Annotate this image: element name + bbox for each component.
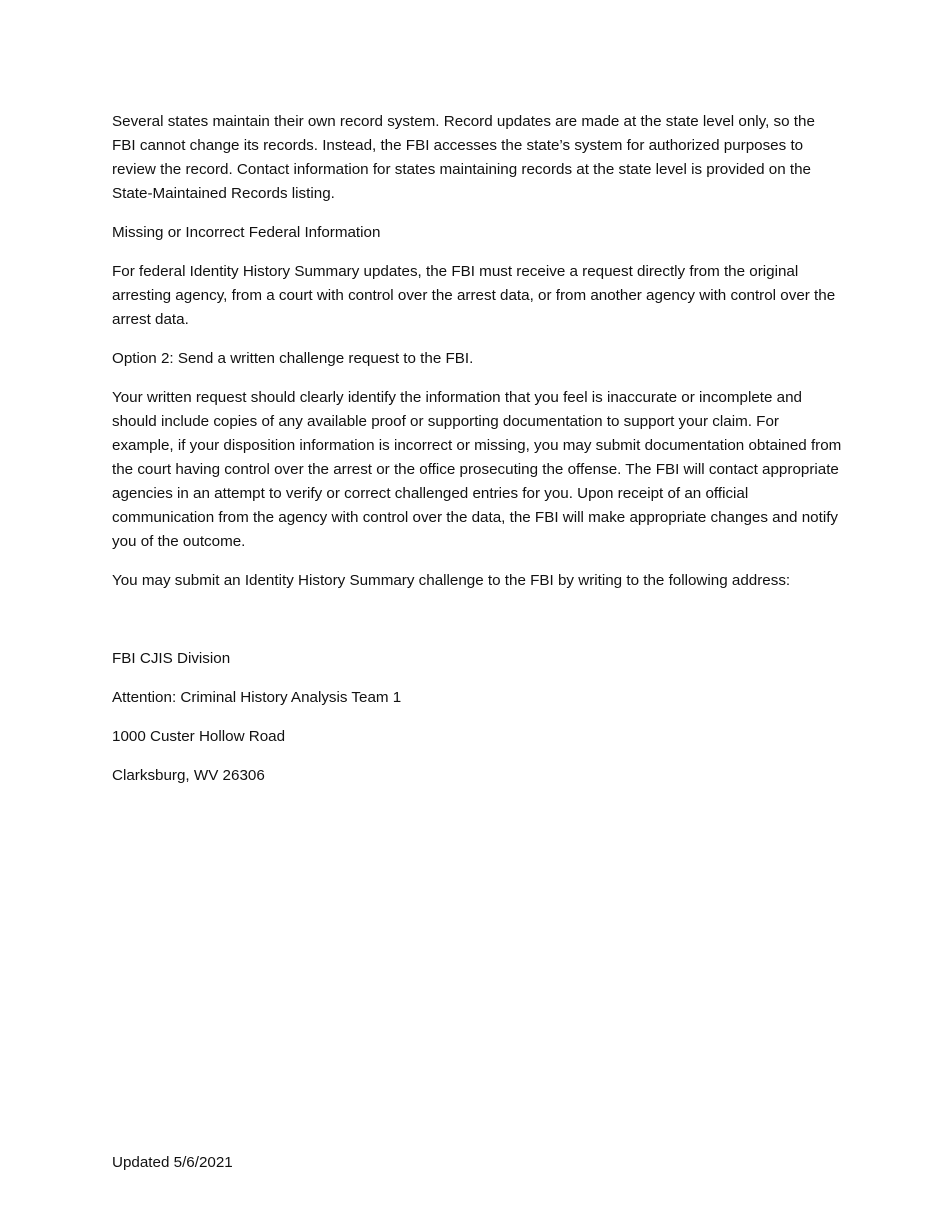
address-line-attention: Attention: Criminal History Analysis Team 1	[112, 689, 402, 706]
mailing-address	[112, 647, 842, 788]
address-line-street: 1000 Custer Hollow Road	[112, 728, 286, 745]
option-2-heading: Option 2: Send a written challenge request to the FBI.	[112, 350, 474, 367]
state-records-paragraph: Several states maintain their own record system. Record updates are made at the state level only, so the FBI cannot change its records. Instead, the FBI accesses the state’s system for authorized purposes to review the record. Contact information for states maintaining records at the state level is provided on the State-Maintained Records listing.	[112, 113, 815, 202]
federal-updates-paragraph: For federal Identity History Summary updates, the FBI must receive a request directly from the original arresting agency, from a court with control over the arrest data, or from another agency with control over the arrest data.	[112, 263, 836, 328]
written-request-paragraph: Your written request should clearly identify the information that you feel is inaccurate or incomplete and should include copies of any available proof or supporting documentation to support your claim. For example, if your disposition information is incorrect or missing, you may submit documentation obtained from the court having control over the arrest or the office prosecuting the offense. The FBI will contact appropriate agencies in an attempt to verify or correct challenged entries for you. Upon receipt of an official communication from the agency with control over the data, the FBI will make appropriate changes and notify you of the outcome.	[112, 389, 842, 550]
document-page	[112, 110, 842, 803]
submit-challenge-paragraph: You may submit an Identity History Summary challenge to the FBI by writing to the following address:	[112, 572, 791, 589]
section-heading-missing-info: Missing or Incorrect Federal Information	[112, 224, 381, 241]
updated-date-footer: Updated 5/6/2021	[112, 1154, 233, 1171]
blank-line	[112, 608, 842, 647]
address-line-organization: FBI CJIS Division	[112, 650, 231, 667]
address-line-city: Clarksburg, WV 26306	[112, 767, 265, 784]
